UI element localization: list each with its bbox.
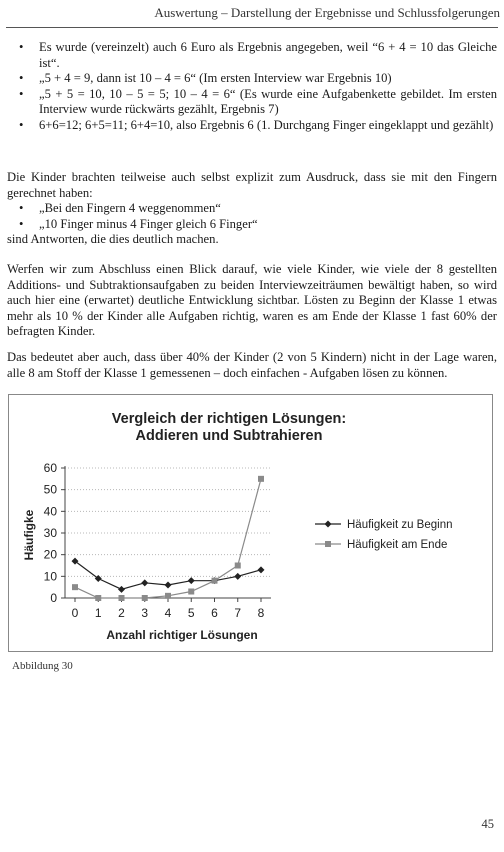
y-tick-label: 40 — [43, 504, 57, 519]
y-tick-label: 50 — [43, 482, 57, 497]
y-tick-label: 10 — [43, 569, 57, 584]
data-point-ende — [72, 584, 78, 590]
data-point-ende — [95, 595, 101, 601]
data-point-ende — [119, 595, 125, 601]
chart-title-line1: Vergleich der richtigen Lösungen: — [111, 411, 347, 427]
paragraph: Werfen wir zum Abschluss einen Blick darauf, wie viele Kinder, wie viele der 8 gestellten Additions- und Subtraktionsaufgaben zu beiden Interviewzeiträumen bewältigt haben, so wird auch hier eine (erwartet) deutliche Entwicklung sichtbar. Lösten zu Beginn der Klasse 1 etwas mehr als 10 % der Kinder alle Aufgaben richtig, waren es am Ende der Klasse 1 fast 60% der befragten Kinder. — [7, 262, 497, 338]
data-point-ende — [188, 589, 194, 595]
list-item: • 6+6=12; 6+5=11; 6+4=10, also Ergebnis 6 (1. Durchgang Finger eingeklappt und gezählt) — [7, 118, 497, 134]
list-item: • „10 Finger minus 4 Finger gleich 6 Finger“ — [7, 217, 497, 233]
page-number: 45 — [481, 817, 494, 831]
x-tick-label: 0 — [71, 606, 79, 620]
body-text-final — [7, 350, 497, 381]
y-tick-label: 30 — [43, 526, 57, 540]
body-text-conclusion — [7, 262, 497, 340]
body-text-top — [7, 40, 497, 133]
data-point-beginn — [258, 566, 265, 573]
y-tick-label: 20 — [43, 547, 57, 562]
data-point-ende — [235, 563, 241, 569]
quote-list — [7, 201, 497, 232]
x-tick-label: 4 — [164, 606, 172, 620]
list-item: • „Bei den Fingern 4 weggenommen“ — [7, 201, 497, 217]
x-tick-label: 7 — [234, 606, 242, 620]
data-point-ende — [142, 595, 148, 601]
running-header: Auswertung – Darstellung der Ergebnisse und Schlussfolgerungen — [154, 5, 500, 20]
y-tick-label: 0 — [50, 591, 57, 605]
data-point-beginn — [118, 586, 125, 593]
paragraph: Das bedeutet aber auch, dass über 40% der Kinder (2 von 5 Kindern) nicht in der Lage waren, alle 8 am Stoff der Klasse 1 gemessenen – doch einfachen - Aufgaben lösen zu können. — [7, 350, 497, 380]
body-text-middle — [7, 170, 497, 248]
data-point-beginn — [141, 579, 148, 586]
data-point-ende — [212, 578, 218, 584]
x-tick-label: 8 — [257, 606, 265, 620]
list-item: • „5 + 4 = 9, dann ist 10 – 4 = 6“ (Im ersten Interview war Ergebnis 10) — [7, 71, 497, 87]
header-rule — [6, 27, 498, 28]
data-point-beginn — [234, 573, 241, 580]
x-axis-label: Anzahl richtiger Lösungen — [106, 628, 258, 642]
y-axis-label: Häufigke — [22, 509, 36, 561]
example-list — [7, 40, 497, 133]
x-tick-label: 3 — [141, 606, 149, 620]
figure-caption: Abbildung 30 — [12, 660, 73, 672]
chart-figure — [8, 394, 493, 652]
list-item: • Es wurde (vereinzelt) auch 6 Euro als Ergebnis angegeben, weil “6 + 4 = 10 das Gleiche ist“. — [7, 40, 497, 71]
x-tick-label: 2 — [118, 606, 125, 620]
data-point-beginn — [165, 582, 172, 589]
chart-title — [9, 411, 449, 445]
list-item: • „5 + 5 = 10, 10 – 5 = 5; 10 – 4 = 6“ (Es wurde eine Aufgabenkette gebildet. Im ersten Interview wurde rückwärts gezählt, Ergebnis 7) — [7, 87, 497, 118]
data-point-ende — [258, 476, 264, 482]
legend-swatch-marker — [325, 521, 332, 528]
y-tick-label: 60 — [43, 461, 57, 475]
x-tick-label: 6 — [211, 606, 218, 620]
x-tick-label: 1 — [94, 606, 102, 620]
data-point-beginn — [188, 577, 195, 584]
paragraph: Die Kinder brachten teilweise auch selbst explizit zum Ausdruck, dass sie mit den Fingern gerechnet haben: — [7, 170, 497, 200]
legend-label: Häufigkeit am Ende — [347, 539, 448, 551]
legend-label: Häufigkeit zu Beginn — [347, 519, 453, 531]
paragraph: sind Antworten, die dies deutlich machen. — [7, 232, 219, 246]
chart-title-line2: Addieren und Subtrahieren — [135, 428, 323, 444]
data-point-ende — [165, 593, 171, 599]
legend-swatch-marker — [325, 541, 331, 547]
x-tick-label: 5 — [187, 606, 195, 620]
